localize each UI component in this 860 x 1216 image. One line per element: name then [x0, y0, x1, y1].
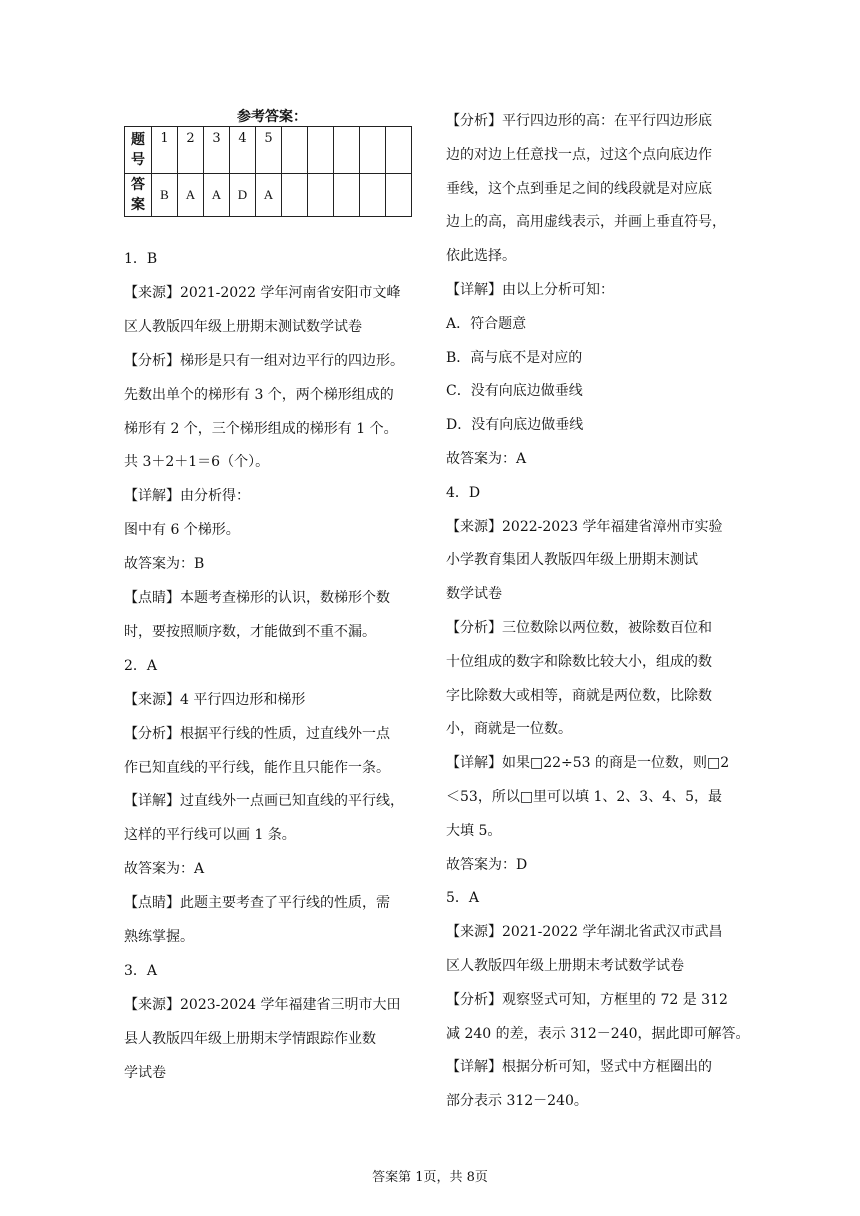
answer-table-title: 参考答案： — [237, 109, 307, 125]
text-line: 垂线，这个点到垂足之间的线段就是对应底 — [446, 180, 712, 197]
text-line: 边的对边上任意找一点，过这个点向底边作 — [446, 146, 712, 163]
text-line: 【详解】由分析得： — [124, 488, 250, 505]
text-line: 【来源】2021-2022 学年河南省安阳市文峰 — [124, 284, 401, 301]
text-line: 区人教版四年级上册期末测试数学试卷 — [124, 318, 362, 335]
page-footer: 答案第 1页，共 8页 — [372, 1170, 488, 1185]
question-number-cell: 4 — [230, 127, 256, 174]
text-line: 【来源】4 平行四边形和梯形 — [124, 691, 306, 708]
text-line: 【来源】2023-2024 学年福建省三明市大田 — [124, 996, 401, 1013]
text-line: 【点睛】此题主要考查了平行线的性质，需 — [124, 895, 390, 912]
answer-cell — [386, 174, 412, 217]
text-line: 故答案为：B — [124, 556, 205, 573]
question-number-header: 题号 — [125, 127, 152, 174]
answer-cell: B — [152, 174, 178, 217]
answer-header: 答案 — [125, 174, 152, 217]
text-line: 1．B — [124, 251, 158, 267]
text-line: 故答案为：A — [446, 451, 527, 467]
text-line: B．高与底不是对应的 — [446, 349, 583, 366]
answer-cell: D — [230, 174, 256, 217]
text-line: 4．D — [446, 484, 481, 501]
question-number-cell — [308, 127, 334, 174]
text-line: D．没有向底边做垂线 — [446, 417, 584, 434]
answer-table — [124, 126, 412, 217]
question-number-cell: 3 — [204, 127, 230, 174]
text-line: 这样的平行线可以画 1 条。 — [124, 827, 296, 844]
text-line: C．没有向底边做垂线 — [446, 383, 583, 400]
text-line: 大填 5。 — [446, 822, 502, 839]
text-line: 小，商就是一位数。 — [446, 721, 572, 738]
question-number-cell: 1 — [152, 127, 178, 174]
text-line: 故答案为：D — [446, 856, 528, 873]
text-line: 【详解】由以上分析可知： — [446, 282, 614, 298]
text-line: 共 3＋2＋1＝6（个）。 — [124, 454, 270, 471]
text-line: 梯形有 2 个，三个梯形组成的梯形有 1 个。 — [124, 420, 398, 437]
text-line: 【分析】根据平行线的性质，过直线外一点 — [124, 725, 390, 742]
question-number-cell — [360, 127, 386, 174]
text-line: 【来源】2022-2023 学年福建省漳州市实验 — [446, 518, 723, 535]
text-line: 熟练掌握。 — [124, 929, 194, 945]
question-number-cell: 5 — [256, 127, 282, 174]
text-line: 部分表示 312－240。 — [446, 1093, 588, 1110]
text-line: 十位组成的数字和除数比较大小，组成的数 — [446, 653, 712, 670]
text-line: 故答案为：A — [124, 861, 205, 878]
answer-cell — [308, 174, 334, 217]
text-line: 小学教育集团人教版四年级上册期末测试 — [446, 552, 698, 569]
text-line: 【分析】梯形是只有一组对边平行的四边形。 — [124, 352, 404, 369]
text-line: 作已知直线的平行线，能作且只能作一条。 — [124, 759, 390, 776]
text-line: 先数出单个的梯形有 3 个，两个梯形组成的 — [124, 386, 394, 403]
text-line: 【详解】过直线外一点画已知直线的平行线， — [124, 793, 404, 810]
text-line: 时，要按照顺序数，才能做到不重不漏。 — [124, 623, 376, 640]
text-line: A．符合题意 — [446, 315, 527, 332]
answer-cell: A — [256, 174, 282, 217]
question-number-cell — [282, 127, 308, 174]
answer-cell — [334, 174, 360, 217]
text-line: 边上的高，高用虚线表示，并画上垂直符号， — [446, 214, 726, 231]
text-line: 【来源】2021-2022 学年湖北省武汉市武昌 — [446, 924, 723, 941]
text-line: 【点睛】本题考查梯形的认识，数梯形个数 — [124, 590, 390, 606]
question-number-cell: 2 — [178, 127, 204, 174]
text-line: 2．A — [124, 657, 158, 674]
text-line: 【分析】平行四边形的高：在平行四边形底 — [446, 113, 712, 129]
text-line: 【详解】如果□22÷53 的商是一位数，则□2 — [446, 755, 730, 772]
text-line: 【详解】根据分析可知，竖式中方框圈出的 — [446, 1059, 712, 1076]
text-line: 依此选择。 — [446, 248, 516, 265]
answer-table-answer-row — [125, 174, 412, 217]
text-line: 图中有 6 个梯形。 — [124, 522, 240, 539]
answer-cell — [282, 174, 308, 217]
text-line: ＜53，所以□里可以填 1、2、3、4、5，最 — [446, 789, 723, 805]
text-line: 【分析】观察竖式可知，方框里的 72 是 312 — [446, 991, 728, 1008]
answer-cell: A — [204, 174, 230, 217]
text-line: 区人教版四年级上册期末考试数学试卷 — [446, 958, 684, 974]
text-line: 数学试卷 — [446, 586, 502, 603]
answer-table-number-row — [125, 127, 412, 174]
text-line: 学试卷 — [124, 1064, 166, 1081]
text-line: 字比除数大或相等，商就是两位数，比除数 — [446, 687, 712, 704]
answer-cell — [360, 174, 386, 217]
text-line: 减 240 的差，表示 312－240，据此即可解答。 — [446, 1025, 750, 1042]
answer-cell: A — [178, 174, 204, 217]
text-line: 3．A — [124, 962, 158, 979]
question-number-cell — [386, 127, 412, 174]
text-line: 县人教版四年级上册期末学情跟踪作业数 — [124, 1030, 376, 1047]
text-line: 5．A — [446, 890, 480, 907]
text-line: 【分析】三位数除以两位数，被除数百位和 — [446, 620, 712, 636]
question-number-cell — [334, 127, 360, 174]
